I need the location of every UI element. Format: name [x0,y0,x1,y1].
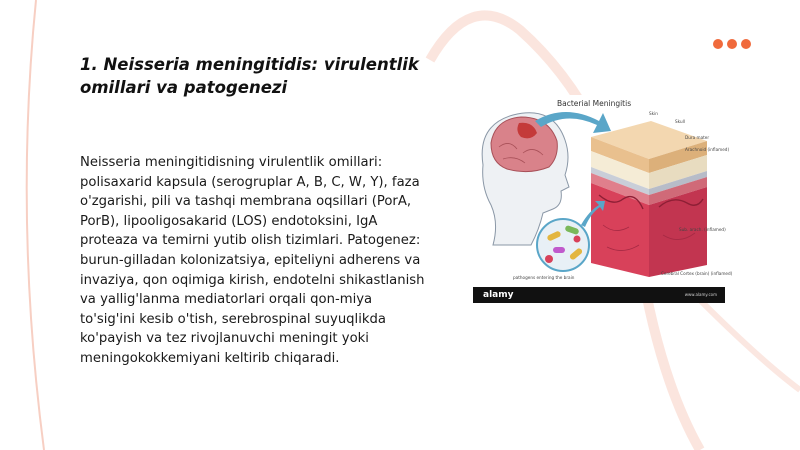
illustration-drawing [473,95,725,287]
slide-title: 1. Neisseria meningitidis: virulentlik omillari va patogenezi [80,55,419,97]
pathogen-magnified-circle [537,219,589,271]
label-pathogens: pathogens entering the brain [513,275,575,280]
meningitis-illustration [473,95,733,303]
watermark-logo: alamy [483,290,514,300]
blood-cell-1 [545,255,553,263]
dot-3 [741,39,751,49]
label-arachnoid: Arachnoid (inflamed) [685,147,730,152]
right-arc-curve-thin [700,300,800,390]
watermark-bar [473,287,725,303]
label-dura: Dura mater [685,135,710,140]
left-edge-curve [27,0,44,450]
dot-2 [727,39,737,49]
watermark-credit: www.alamy.com [684,292,717,297]
blood-cell-2 [574,236,581,243]
slide-body-text: Neisseria meningitidisning virulentlik omillari: polisaxarid kapsula (serogruplar A, B, C, W, Y), faza o'zgarishi, pili va tashqi membrana oqsillari (PorA, PorB), lipooligosakarid (LOS) endotoksini, IgA proteaza va temirni yutib olish tizimlari. Patogenez: burun-gilladan kolonizatsiya, epiteliyni adherens va invaziya, qon oqimiga kirish, endotelni shikastlanish va yallig'lanma mediatorlari orqali qon-miya to'sig'ini kesib o'tish, serebrospinal suyuqlikda ko'payish va tez rivojlanuvchi meningit yoki meningokokkemiyani keltirib chiqaradi. [80,155,425,366]
label-skull: Skull [675,119,685,124]
label-subarachnoid: Sub. arach. (inflamed) [679,227,726,232]
dot-1 [713,39,723,49]
figure-title: Bacterial Meningitis [557,99,632,108]
bacterium-3 [553,247,565,253]
label-cortex: Cerebral Cortex (brain) (inflamed) [661,271,733,276]
decorative-dots-icon [713,39,751,49]
label-skin: Skin [649,111,658,116]
